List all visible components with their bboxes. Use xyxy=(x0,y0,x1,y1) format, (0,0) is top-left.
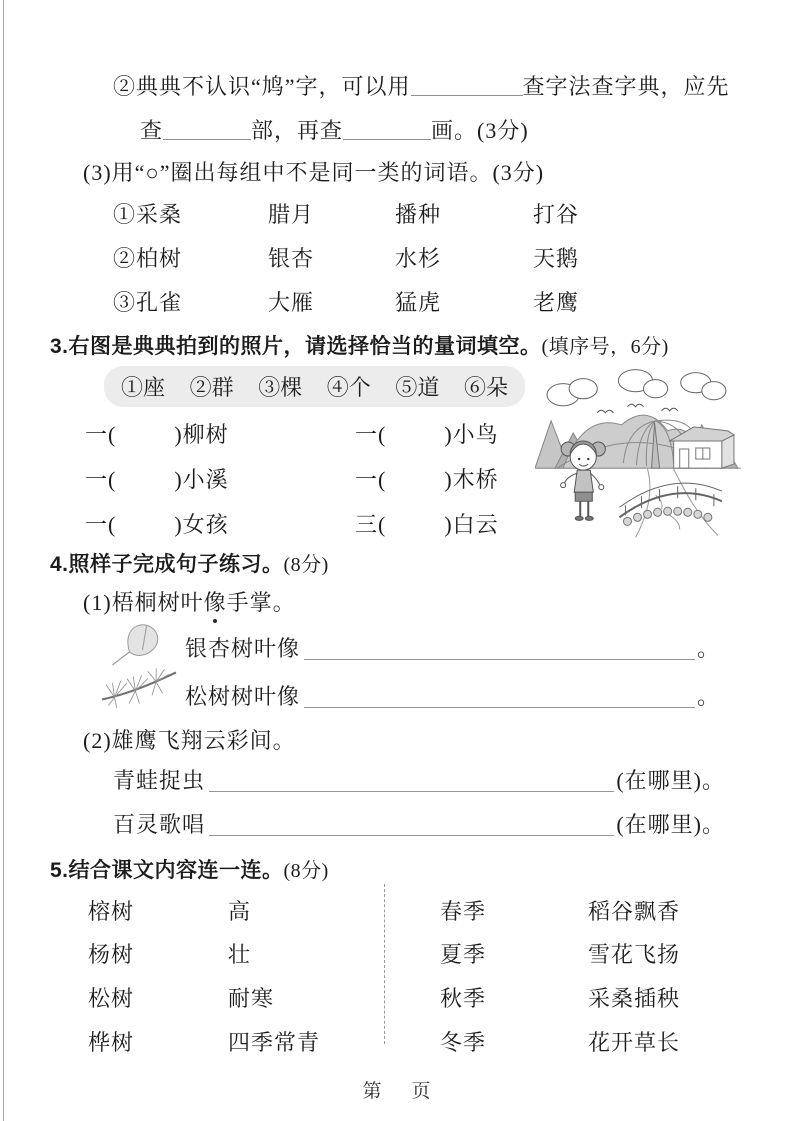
blank-lark-where xyxy=(209,814,614,836)
word-group-row-3 xyxy=(113,286,733,317)
word-cell: 银杏 xyxy=(268,246,315,271)
blank-ginkgo-simile xyxy=(304,638,695,660)
q3-blank-stream: 一( )小溪 xyxy=(85,467,229,492)
blank-strokes xyxy=(343,117,431,140)
word-cell: ①采桑 xyxy=(113,202,183,227)
dictionary-line2-post: 画。(3分) xyxy=(431,118,529,143)
word-cell: ③孔雀 xyxy=(113,290,183,315)
dictionary-line1-pre: ②典典不认识“鸠”字，可以用 xyxy=(113,74,411,99)
countryside-photo-illustration xyxy=(535,364,741,538)
footer-page-suffix: 页 xyxy=(411,1081,431,1102)
q4-frog-line xyxy=(113,764,725,795)
circle-question-title: (3)用“○”圈出每组中不是同一类的词语。(3分) xyxy=(83,160,545,185)
photo-illustration-svg xyxy=(535,364,741,538)
q4-frog-stem: 青蛙捉虫 xyxy=(113,768,206,793)
measure-word-option: ⑥朵 xyxy=(463,375,508,400)
question-4-title xyxy=(50,548,329,578)
measure-word-option: ⑤道 xyxy=(395,375,440,400)
word-group-row-2 xyxy=(113,242,733,273)
dictionary-line2-pre: 查 xyxy=(140,118,164,143)
match-row: 榕树 高 春季 稻谷飘香 xyxy=(88,899,681,924)
q4-ginkgo-line xyxy=(185,632,720,663)
question-5-title-text: 5.结合课文内容连一连。 xyxy=(50,859,284,882)
measure-word-option: ①座 xyxy=(121,375,166,400)
question-3-score: (填序号，6分) xyxy=(541,336,669,358)
question-3-title-text: 3.右图是典典拍到的照片，请选择恰当的量词填空。 xyxy=(50,335,542,358)
matching-exercise xyxy=(88,890,736,1056)
q3-blank-girl: 一( )女孩 xyxy=(85,512,229,537)
word-group-row-1 xyxy=(113,198,733,229)
match-row: 松树 耐寒 秋季 采桑插秧 xyxy=(88,986,681,1011)
question-5-title xyxy=(50,854,329,884)
word-cell: ②柏树 xyxy=(113,246,183,271)
match-row: 杨树 壮 夏季 雪花飞扬 xyxy=(88,942,681,967)
measure-word-option: ②群 xyxy=(189,375,234,400)
dictionary-question-line1 xyxy=(113,70,730,101)
dictionary-line1-post: 查字法查字典，应先 xyxy=(522,74,730,99)
q3-blank-bird: 一( )小鸟 xyxy=(355,422,499,447)
q4-lark-line xyxy=(113,808,725,839)
q4-lark-stem: 百灵歌唱 xyxy=(113,812,206,837)
page-footer xyxy=(0,1076,793,1103)
footer-page-prefix: 第 xyxy=(362,1081,382,1102)
pine-branch-icon xyxy=(100,666,178,710)
q3-blank-willow: 一( )柳树 xyxy=(85,422,229,447)
q4-frog-suffix: (在哪里)。 xyxy=(616,768,725,793)
measure-word-option: ③棵 xyxy=(258,375,303,400)
q3-blank-bridge: 一( )木桥 xyxy=(355,467,499,492)
word-cell: 老鹰 xyxy=(533,290,580,315)
page-edge-line xyxy=(3,0,4,1121)
match-row: 桦树 四季常青 冬季 花开草长 xyxy=(88,1030,681,1055)
q4-pine-stem: 松树树叶像 xyxy=(185,684,301,709)
question-4-score: (8分) xyxy=(283,554,329,576)
question-5-score: (8分) xyxy=(283,860,329,882)
word-cell: 腊月 xyxy=(268,202,315,227)
word-cell: 播种 xyxy=(395,202,442,227)
word-cell: 猛虎 xyxy=(395,290,442,315)
dictionary-line2-mid: 部，再查 xyxy=(251,118,344,143)
blank-radical xyxy=(163,117,251,140)
dictionary-question-line2 xyxy=(140,114,529,145)
q3-blank-clouds: 三( )白云 xyxy=(355,512,499,537)
measure-word-option-box xyxy=(104,366,525,407)
period: 。 xyxy=(696,636,720,661)
word-cell: 天鹅 xyxy=(533,246,580,271)
blank-frog-where xyxy=(209,770,614,792)
question-3-title xyxy=(50,330,669,360)
blank-pine-simile xyxy=(304,686,695,708)
q4-example-1: (1)梧桐树叶像手掌。 xyxy=(83,590,296,615)
q4-example-2: (2)雄鹰飞翔云彩间。 xyxy=(83,728,296,753)
emphasized-like-character: 像 xyxy=(203,590,227,615)
question-4-title-text: 4.照样子完成句子练习。 xyxy=(50,553,284,576)
measure-word-option: ④个 xyxy=(326,375,371,400)
q4-lark-suffix: (在哪里)。 xyxy=(616,812,725,837)
ginkgo-leaf-icon xyxy=(108,620,166,668)
period: 。 xyxy=(696,684,720,709)
word-cell: 大雁 xyxy=(268,290,315,315)
blank-lookup-method xyxy=(411,73,523,96)
word-cell: 打谷 xyxy=(533,202,580,227)
word-cell: 水杉 xyxy=(395,246,442,271)
q4-ginkgo-stem: 银杏树叶像 xyxy=(185,636,301,661)
q4-pine-line xyxy=(185,680,720,711)
